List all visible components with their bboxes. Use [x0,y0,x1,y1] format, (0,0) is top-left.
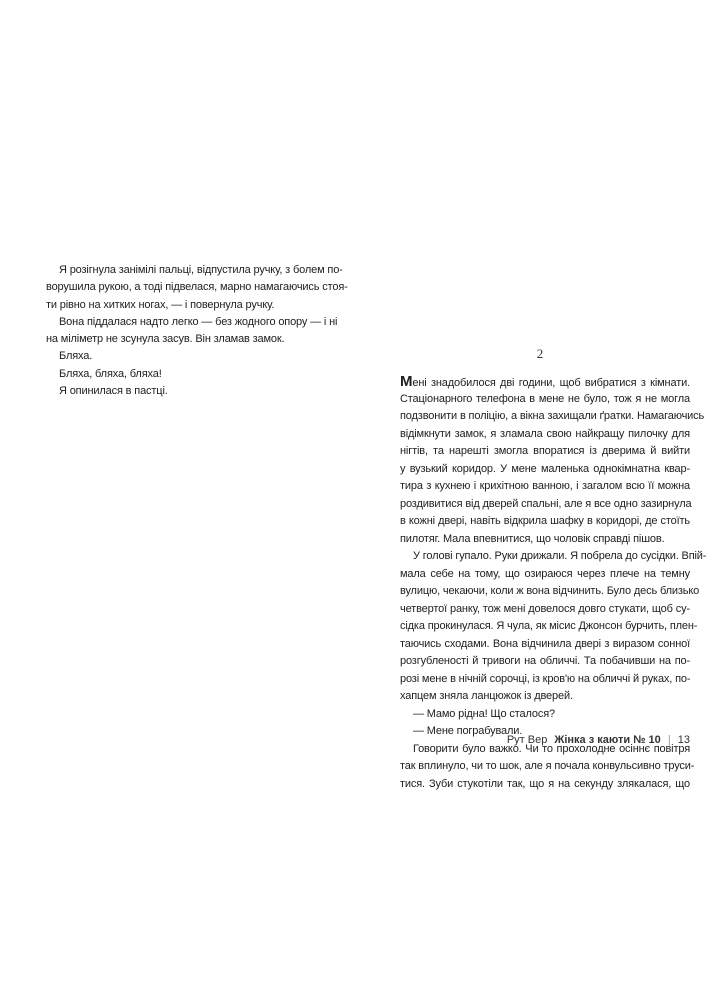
text-line: пилотяг. Мала впевнитися, що чоловік справді пішов. [400,532,665,545]
text-line: відімкнути замок, я зламала свою найкращу пилочку для [400,427,690,440]
text-line-first [400,373,690,391]
text-line: нігтів, та нарешті змогла впоратися із дверима й вийти [400,445,690,457]
page-footer [507,734,690,746]
text-line: так вплинуло, чи то шок, але я почала конвульсивно труси- [400,760,695,772]
text-line: Вона піддалася надто легко — без жодного опору — і ні [59,315,338,328]
text-line: Говорити було важко. Чи то прохолодне осіннє повітря [413,742,690,755]
text-line: Я розігнула занімілі пальці, відпустила ручку, з болем по- [59,264,343,276]
text-line: мала себе на тому, що озираюся через плече на темну [400,567,690,580]
text-line: хапцем зняла ланцюжок із дверей. [400,690,573,702]
text-line: сідка прокинулася. Я чула, як місис Джонсон бурчить, плен- [400,620,698,632]
page-number: 13 [677,734,690,746]
drop-cap: М [400,373,413,390]
footer-separator: | [667,734,671,746]
left-page-text [46,262,348,400]
first-line-text: ені знадобилося дві години, щоб вибратися з кімнати. [412,377,690,389]
text-line: четвертої ранку, тож мені довелося довго стукати, щоб су- [400,602,690,615]
text-line: розгубленості й тривоги на обличчі. Та побачивши на по- [400,655,690,667]
text-line: вулицю, чекаючи, коли ж вона відчинить. Було десь близько [400,585,700,597]
right-page-text [400,373,707,793]
right-page [360,0,720,1000]
text-line: тира з кухнею і крихітною ванною, і загалом всю її можна [400,480,690,492]
text-line: У голові гупало. Руки дрижали. Я побрела до сусідки. Впій- [413,550,707,562]
text-line: розі мене в нічній сорочці, із кров'ю на обличчі й руках, по- [400,672,691,685]
text-line: — Мене пограбували. [413,725,523,737]
chapter-number: 2 [536,346,544,361]
text-line: у вузький коридор. У мене маленька однокімнатна квар- [400,462,690,475]
text-line: Бляха. [59,350,93,363]
text-line: Я опинилася в пастці. [59,385,168,398]
text-line: в кожні двері, навіть відкрила шафку в коридорі, де стоїть [400,515,690,527]
text-line: подзвонити в поліцію, а вікна захищали ґратки. Намагаючись [400,410,705,422]
text-line: Бляха, бляха, бляха! [59,367,162,380]
text-line: ворушила рукою, а тоді підвелася, марно намагаючись стоя- [46,281,348,294]
text-line: роздивитися від дверей спальні, але я все одно зазирнула [400,497,692,510]
text-line: таючись сходами. Вона відчинила двері з виразом сонної [400,637,690,650]
text-line: тися. Зуби стукотіли так, що я на секунду злякалася, що [400,777,690,790]
footer-book-title: Жінка з каюти № 10 [554,734,661,746]
text-line: на міліметр не зсунула засув. Він зламав замок. [46,333,285,346]
text-line: — Мамо рідна! Що сталося? [413,707,555,720]
text-line: Стаціонарного телефона в мене не було, тож я не могла [400,392,690,405]
text-line: ти рівно на хитких ногах, — і повернула ручку. [46,298,275,311]
footer-author: Рут Вер [506,734,548,746]
